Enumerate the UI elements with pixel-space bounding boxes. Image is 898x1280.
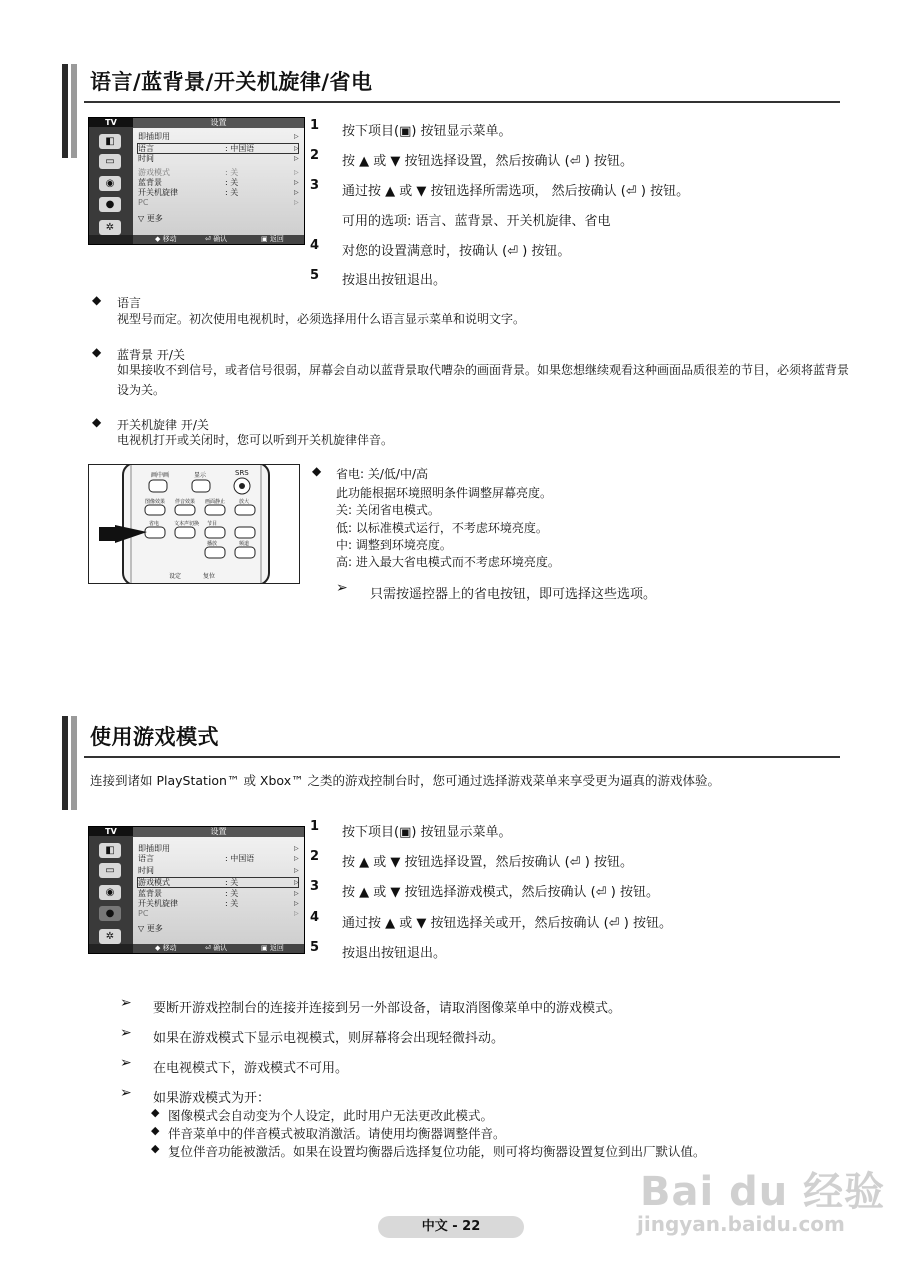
- menu-panel: [133, 118, 304, 235]
- step-text: 按退出按钮退出。: [342, 273, 447, 288]
- step-number: 5: [310, 940, 320, 955]
- section2-title: 使用游戏模式: [90, 725, 219, 749]
- sub-bullet-text: 伴音菜单中的伴音模式被取消激活。请使用均衡器调整伴音。: [168, 1126, 506, 1141]
- menu-footer-move: ◆ 移动: [155, 235, 177, 243]
- page-number-label: 中文 - 22: [378, 1216, 524, 1238]
- power-save-note: 只需按遥控器上的省电按钮，即可选择这些选项。: [370, 587, 657, 602]
- picture-icon[interactable]: ◧: [99, 134, 121, 149]
- remote-label: 伴音效果: [175, 499, 196, 505]
- power-save-line: 低: 以标准模式运行，不考虑环境亮度。: [336, 521, 548, 535]
- section2-intro: 连接到诸如 PlayStation™ 或 Xbox™ 之类的游戏控制台时，您可通过选择游戏菜单来享受更为逼真的游戏体验。: [90, 773, 721, 788]
- step-text: 按下项目(▣) 按钮显示菜单。: [342, 124, 512, 139]
- baidu-watermark-url: jingyan.baidu.com: [637, 1212, 845, 1236]
- menu-footer: [133, 235, 304, 244]
- step-text: 按 ▲ 或 ▼ 按钮选择设置，然后按确认 (⏎ ) 按钮。: [342, 855, 633, 870]
- bullet-title: 语言: [117, 296, 142, 310]
- note-text: 如果在游戏模式下显示电视模式，则屏幕将会出现轻微抖动。: [153, 1031, 505, 1046]
- note-text: 在电视模式下，游戏模式不可用。: [153, 1061, 349, 1076]
- channel-icon[interactable]: ◉: [99, 176, 121, 191]
- section1-title: 语言/蓝背景/开关机旋律/省电: [90, 70, 373, 94]
- step-number: 2: [310, 148, 320, 163]
- note-arrow-icon: ➢: [120, 1055, 132, 1071]
- note-arrow-icon: ➢: [336, 580, 348, 596]
- power-save-line: 中: 调整到环境亮度。: [336, 538, 452, 552]
- remote-label: 画中画: [151, 472, 170, 479]
- step-number: 4: [310, 238, 320, 253]
- step-text: 按退出按钮退出。: [342, 946, 447, 961]
- remote-label: 设定: [169, 573, 182, 580]
- menu-tv-label: TV: [89, 827, 133, 836]
- step-text: 通过按 ▲ 或 ▼ 按钮选择关或开，然后按确认 (⏎ ) 按钮。: [342, 916, 672, 931]
- menu-footer-enter: ⏎ 确认: [205, 944, 228, 952]
- note-text: 要断开游戏控制台的连接并连接到另一外部设备，请取消图像菜单中的游戏模式。: [153, 1001, 622, 1016]
- remote-label: 复位: [203, 573, 216, 580]
- step-options: 可用的选项: 语言、蓝背景、开关机旋律、省电: [342, 214, 611, 229]
- menu-row-pc[interactable]: PC ▷: [138, 909, 299, 918]
- menu-row-language[interactable]: 语言 : 中国语 ▷: [138, 144, 299, 153]
- menu-row-language[interactable]: 语言 : 中国语 ▷: [138, 854, 299, 863]
- menu-footer-move: ◆ 移动: [155, 944, 177, 952]
- menu-row-plugplay[interactable]: 即插即用 ▷: [138, 132, 299, 141]
- diamond-bullet-icon: ◆: [151, 1106, 160, 1119]
- menu-panel: [133, 827, 304, 944]
- remote-label: 节目: [207, 521, 218, 527]
- step-number: 3: [310, 879, 320, 894]
- remote-label: 放大: [239, 499, 250, 505]
- diamond-bullet-icon: ◆: [312, 464, 322, 478]
- step-text: 对您的设置满意时，按确认 (⏎ ) 按钮。: [342, 244, 571, 259]
- menu-sidebar: [89, 836, 133, 944]
- menu-footer-enter: ⏎ 确认: [205, 235, 228, 243]
- remote-label: 图像效果: [145, 499, 166, 505]
- menu-footer-return: ▣ 返回: [261, 944, 284, 952]
- menu-sidebar: [89, 127, 133, 235]
- menu-row-time[interactable]: 时间 ▷: [138, 866, 299, 875]
- section2-rule: [84, 756, 840, 758]
- menu-footer-return: ▣ 返回: [261, 235, 284, 243]
- remote-label: 频道: [239, 541, 250, 547]
- menu-tv-label: TV: [89, 118, 133, 127]
- tv-setup-menu-game: [88, 826, 305, 954]
- step-number: 5: [310, 268, 320, 283]
- note-arrow-icon: ➢: [120, 1085, 132, 1101]
- step-number: 3: [310, 178, 320, 193]
- diamond-bullet-icon: ◆: [151, 1124, 160, 1137]
- section-bar: [62, 64, 68, 158]
- menu-row-melody[interactable]: 开关机旋律 : 关 ▷: [138, 899, 299, 908]
- setup-icon[interactable]: ●: [99, 197, 121, 212]
- remote-label: 画面静止: [205, 499, 226, 505]
- power-save-line: 高: 进入最大省电模式而不考虑环境亮度。: [336, 555, 560, 569]
- power-save-line: 关: 关闭省电模式。: [336, 503, 440, 517]
- sub-bullet-text: 图像模式会自动变为个人设定，此时用户无法更改此模式。: [168, 1108, 494, 1123]
- sound-icon[interactable]: ▭: [99, 154, 121, 169]
- remote-label: 显示: [194, 472, 207, 479]
- remote-label: 文本声切换: [174, 521, 200, 527]
- menu-row-melody[interactable]: 开关机旋律 : 关 ▷: [138, 188, 299, 197]
- power-save-line: 此功能根据环境照明条件调整屏幕亮度。: [336, 486, 553, 500]
- bullet-text: 如果接收不到信号，或者信号很弱，屏幕会自动以蓝背景取代嘈杂的画面背景。如果您想继续观看这种画面品质很差的节目，必须将蓝背景设为关。: [117, 363, 850, 397]
- sound-icon[interactable]: ▭: [99, 863, 121, 878]
- diamond-bullet-icon: ◆: [151, 1142, 160, 1155]
- menu-row-game-mode[interactable]: 游戏模式 : 关 ▷: [138, 168, 299, 177]
- menu-footer: [133, 944, 304, 953]
- step-number: 2: [310, 849, 320, 864]
- section1-rule: [84, 101, 840, 103]
- step-text: 按下项目(▣) 按钮显示菜单。: [342, 825, 512, 840]
- remote-control-image: [88, 464, 300, 584]
- bullet-title: 开关机旋律 开/关: [117, 418, 209, 432]
- menu-row-blue-screen[interactable]: 蓝背景 : 关 ▷: [138, 178, 299, 187]
- baidu-watermark-logo: Bai du 经验: [640, 1169, 886, 1215]
- step-text: 按 ▲ 或 ▼ 按钮选择游戏模式，然后按确认 (⏎ ) 按钮。: [342, 885, 659, 900]
- sub-bullet-text: 复位伴音功能被激活。如果在设置均衡器后选择复位功能，则可将均衡器设置复位到出厂默认值。: [168, 1144, 706, 1159]
- diamond-bullet-icon: ◆: [92, 293, 102, 307]
- menu-row-plugplay[interactable]: 即插即用 ▷: [138, 844, 299, 853]
- bullet-title: 蓝背景 开/关: [117, 348, 185, 362]
- note-arrow-icon: ➢: [120, 995, 132, 1011]
- menu-row-pc[interactable]: PC ▷: [138, 198, 299, 207]
- power-save-title: 省电: 关/低/中/高: [336, 467, 428, 481]
- step-number: 1: [310, 118, 320, 133]
- menu-row-time[interactable]: 时间 ▷: [138, 154, 299, 163]
- note-arrow-icon: ➢: [120, 1025, 132, 1041]
- menu-title: 设置: [133, 118, 304, 128]
- bullet-text: 视型号而定。初次使用电视机时，必须选择用什么语言显示菜单和说明文字。: [117, 312, 526, 326]
- note-text: 如果游戏模式为开：: [153, 1091, 271, 1106]
- setup-icon[interactable]: ●: [99, 906, 121, 921]
- menu-row-more[interactable]: ▽ 更多: [138, 924, 163, 933]
- remote-label: 省电: [149, 521, 160, 527]
- channel-icon[interactable]: ◉: [99, 885, 121, 900]
- bullet-text: 电视机打开或关闭时，您可以听到开关机旋律伴音。: [117, 433, 394, 447]
- gear-icon[interactable]: ✲: [99, 929, 121, 944]
- picture-icon[interactable]: ◧: [99, 843, 121, 858]
- gear-icon[interactable]: ✲: [99, 220, 121, 235]
- section-bar: [62, 716, 68, 810]
- step-text: 通过按 ▲ 或 ▼ 按钮选择所需选项， 然后按确认 (⏎ ) 按钮。: [342, 184, 690, 199]
- section-bar-shadow: [71, 716, 77, 810]
- section-bar-shadow: [71, 64, 77, 158]
- diamond-bullet-icon: ◆: [92, 415, 102, 429]
- diamond-bullet-icon: ◆: [92, 345, 102, 359]
- step-number: 4: [310, 910, 320, 925]
- step-text: 按 ▲ 或 ▼ 按钮选择设置，然后按确认 (⏎ ) 按钮。: [342, 154, 633, 169]
- menu-row-blue-screen[interactable]: 蓝背景 : 关 ▷: [138, 889, 299, 898]
- remote-label: SRS: [235, 469, 249, 477]
- remote-label: 播放: [207, 541, 218, 547]
- menu-title: 设置: [133, 827, 304, 837]
- tv-setup-menu: [88, 117, 305, 245]
- menu-row-game-mode[interactable]: 游戏模式 : 关 ▷: [138, 878, 299, 887]
- step-number: 1: [310, 819, 320, 834]
- menu-row-more[interactable]: ▽ 更多: [138, 214, 163, 223]
